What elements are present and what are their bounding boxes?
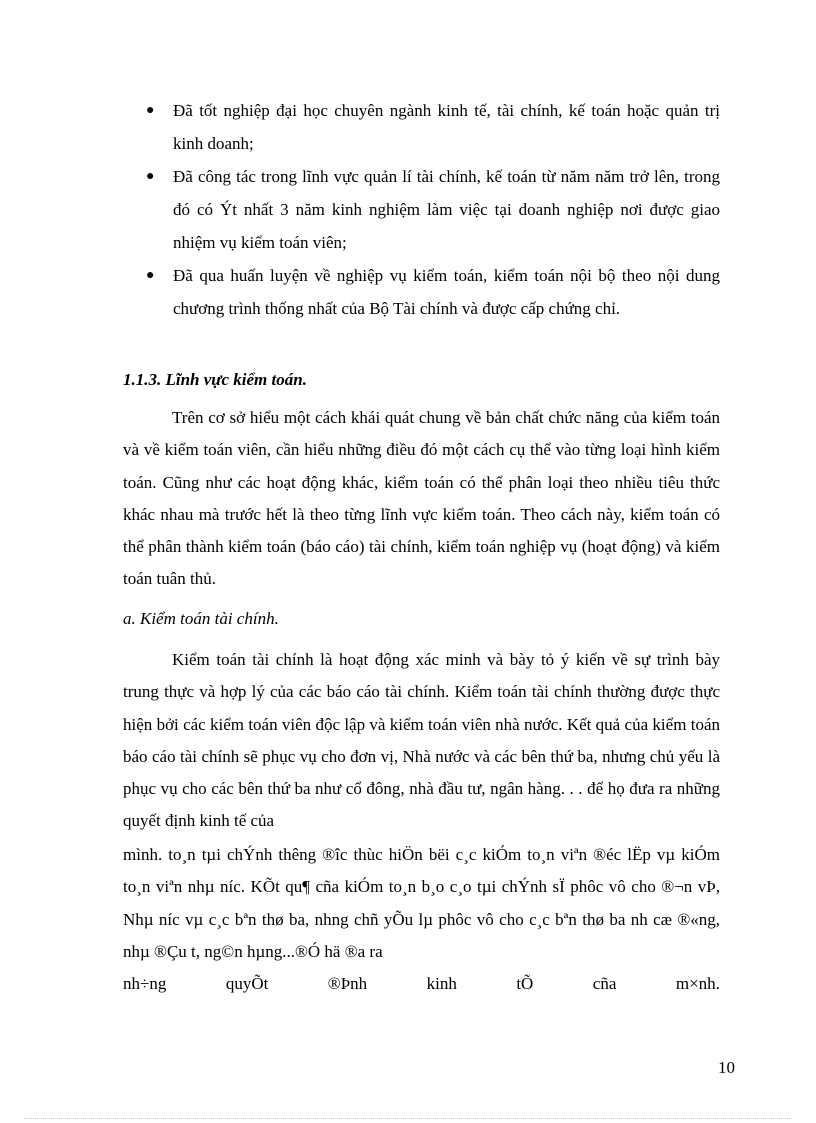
list-item-text: Đã công tác trong lĩnh vực quản lí tài chính, kế toán từ năm năm trở lên, trong đó có Ýt nhất 3 năm kinh nghiệm làm việc tại doanh nghiệp nơi được giao nhiệm vụ kiểm toán viên; (173, 167, 720, 252)
paragraph-audit-fields: Trên cơ sở hiểu một cách khái quát chung về bản chất chức năng của kiểm toán và về kiểm toán viên, cần hiểu những điều đó một cách cụ thể vào từng loại hình kiểm toán. Cũng như các hoạt động khác, kiểm toán có thể phân loại theo nhiều tiêu thức khác nhau mà trước hết là theo từng lĩnh vực kiểm toán. Theo cách này, kiểm toán có thể phân thành kiểm toán (báo cáo) tài chính, kiểm toán nghiệp vụ (hoạt động) và kiểm toán tuân thủ. (123, 408, 720, 589)
subheading-financial-audit: a. Kiểm toán tài chính. (123, 609, 279, 628)
list-item (146, 259, 720, 325)
word: tÕ (516, 974, 534, 994)
list-item (146, 160, 720, 259)
list-item-text: Đã qua huấn luyện về nghiệp vụ kiểm toán, kiểm toán nội bộ theo nội dung chương trình thống nhất của Bộ Tài chính và được cấp chứng chỉ. (173, 266, 720, 318)
word: cña (592, 974, 617, 994)
garbled-text: mình. to¸n tµi chÝnh thêng ®îc thùc hiÖn bëi c¸c kiÓm to¸n viªn ®éc lËp vµ kiÓm to¸n viªn nhµ níc. KÕt qu¶ cña kiÓm to¸n b¸o c¸o tµi chÝnh sÏ phôc vô cho ®¬n vÞ, Nhµ níc vµ c¸c bªn thø ba, nhng chñ yÕu lµ phôc vô cho c¸c bªn thø ba nh cæ ®«ng, nhµ ®Çu t, ng©n hµng...®Ó hä ®a ra (123, 845, 720, 961)
word: quyÕt (225, 974, 269, 994)
bullet-icon: ● (146, 103, 155, 118)
word: kinh (426, 974, 457, 994)
garbled-encoding-paragraph (123, 839, 720, 1000)
word: m×nh. (675, 974, 720, 994)
list-item (146, 94, 720, 160)
paragraph-financial-audit: Kiểm toán tài chính là hoạt động xác minh và bày tỏ ý kiến về sự trình bày trung thực và hợp lý của các báo cáo tài chính. Kiểm toán tài chính thường được thực hiện bởi các kiểm toán viên độc lập và kiểm toán viên nhà nước. Kết quả của kiểm toán báo cáo tài chính sẽ phục vụ cho đơn vị, Nhà nước và các bên thứ ba, nhưng chủ yếu là phục vụ cho các bên thứ ba như cổ đông, nhà đầu tư, ngân hàng. . . để họ đưa ra những quyết định kinh tế của (123, 650, 720, 831)
page-bottom-divider (24, 1118, 792, 1119)
word: ®Þnh (327, 974, 368, 994)
section-heading: 1.1.3. Lĩnh vực kiểm toán. (123, 370, 307, 389)
bullet-icon: ● (146, 268, 155, 283)
garbled-last-line (123, 968, 720, 1000)
requirements-list (146, 94, 720, 325)
page-number: 10 (718, 1058, 735, 1077)
bullet-icon: ● (146, 169, 155, 184)
list-item-text: Đã tốt nghiệp đại học chuyên ngành kinh tế, tài chính, kế toán hoặc quản trị kinh doanh; (173, 101, 720, 153)
word: nh÷ng (123, 974, 167, 994)
